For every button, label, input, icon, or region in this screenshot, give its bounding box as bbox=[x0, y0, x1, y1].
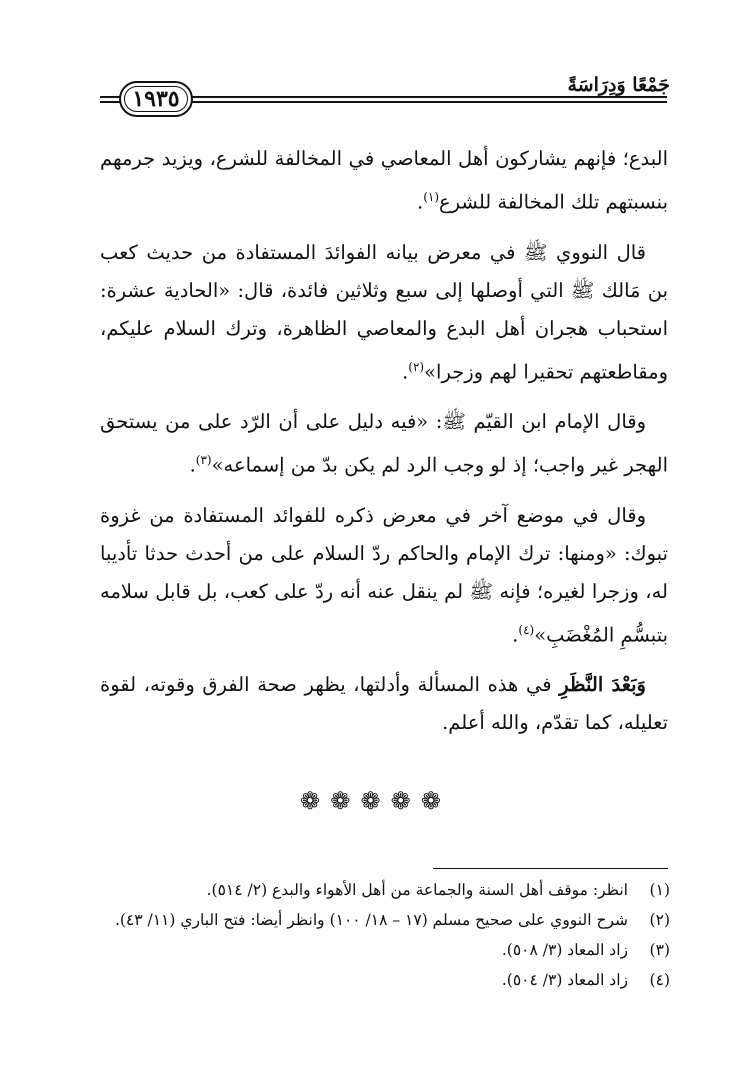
footnote-3 bbox=[100, 935, 670, 965]
footnote-text: زاد المعاد (٣/ ٥٠٨). bbox=[501, 941, 628, 959]
paragraph-4-text: وقال في موضع آخر في معرض ذكره للفوائد المستفادة من غزوة تبوك: «ومنها: ترك الإمام والحاكم ردّ السلام على من أحدث حدثا تأديبا له، وزجرا لغيره؛ فإنه ﷺ لم ينقل عنه أنه ردّ على كعب، بل قابل سلامه بتبسُّمِ المُغْضَبِ» bbox=[100, 503, 668, 646]
footnote-text: زاد المعاد (٣/ ٥٠٤). bbox=[501, 971, 628, 989]
footnote-text: انظر: موقف أهل السنة والجماعة من أهل الأهواء والبدع (٢/ ٥١٤). bbox=[206, 881, 628, 899]
flower-ornament-icon: ❁ bbox=[300, 787, 321, 815]
footnote-ref-3: (٣) bbox=[195, 453, 212, 467]
footnote-separator bbox=[433, 868, 668, 869]
footnote-number: (٣) bbox=[649, 941, 670, 959]
running-title: جَمْعًا وَدِرَاسَةً bbox=[567, 74, 670, 96]
flower-ornament-icon: ❁ bbox=[330, 787, 351, 815]
main-text bbox=[100, 140, 668, 742]
flower-ornament-icon: ❁ bbox=[360, 787, 381, 815]
flower-ornament-icon: ❁ bbox=[390, 787, 411, 815]
paragraph-5-lead: وَبَعْدَ النَّظَرِ bbox=[559, 673, 646, 696]
footnote-text: شرح النووي على صحيح مسلم (١٧ – ١٨/ ١٠٠) وانظر أيضا: فتح الباري (١١/ ٤٣). bbox=[114, 911, 628, 929]
footnote-number: (٢) bbox=[649, 911, 670, 929]
paragraph-2-text: قال النووي ﷺ في معرض بيانه الفوائدَ المستفادة من حديث كعب بن مَالك ﷺ التي أوصلها إلى سبع وثلاثين فائدة، قال: «الحادية عشرة: استحباب هجران أهل البدع والمعاصي الظاهرة، وترك السلام عليكم، ومقاطعتهم تحقيرا لهم وزجرا» bbox=[100, 240, 668, 383]
page-number bbox=[119, 81, 193, 117]
paragraph-2: قال النووي ﷺ في معرض بيانه الفوائدَ المستفادة من حديث كعب بن مَالك ﷺ التي أوصلها إلى سبع وثلاثين فائدة، قال: «الحادية عشرة: استحباب هجران أهل البدع والمعاصي الظاهرة، وترك السلام عليكم، ومقاطعتهم تحقيرا لهم وزجرا»$^{(٢)}$. bbox=[100, 240, 668, 383]
footnote-number: (٤) bbox=[649, 971, 670, 989]
footnote-4 bbox=[100, 965, 670, 995]
paragraph-4: وقال في موضع آخر في معرض ذكره للفوائد المستفادة من غزوة تبوك: «ومنها: ترك الإمام والحاكم ردّ السلام على من أحدث حدثا تأديبا له، وزجرا لغيره؛ فإنه ﷺ لم ينقل عنه أنه ردّ على كعب، بل قابل سلامه بتبسُّمِ المُغْضَبِ»$^{(٤)}$. bbox=[100, 503, 668, 646]
paragraph-1: البدع؛ فإنهم يشاركون أهل المعاصي في المخالفة للشرع، ويزيد جرمهم بنسبتهم تلك المخالفة للشرع$^{(١)}$. bbox=[100, 147, 668, 214]
paragraph-5-text: في هذه المسألة وأدلتها، يظهر صحة الفرق وقوته، لقوة تعليله، كما تقدّم، والله أعلم. bbox=[100, 673, 668, 734]
footnote-number: (١) bbox=[649, 881, 670, 899]
footnote-1 bbox=[100, 875, 670, 905]
paragraph-5 bbox=[100, 666, 668, 742]
flower-ornament-icon: ❁ bbox=[420, 787, 441, 815]
header-rule-right-top bbox=[192, 96, 667, 98]
footnote-ref-1: (١) bbox=[423, 190, 440, 204]
header-rule-left-bottom bbox=[100, 101, 120, 103]
paragraph-1-text: البدع؛ فإنهم يشاركون أهل المعاصي في المخالفة للشرع، ويزيد جرمهم بنسبتهم تلك المخالفة للشرع bbox=[100, 147, 668, 214]
page-header bbox=[0, 0, 741, 130]
header-rule-left-top bbox=[100, 96, 120, 98]
header-rule-right-bottom bbox=[192, 101, 667, 103]
footnote-ref-2: (٢) bbox=[408, 359, 425, 374]
footnote-2 bbox=[100, 905, 670, 935]
paragraph-3-text: وقال الإمام ابن القيّم ﷺ: «فيه دليل على أن الرّد على من يستحق الهجر غير واجب؛ إذ لو وجب الرد لم يكن بدّ من إسماعه» bbox=[100, 410, 668, 477]
footnote-ref-4: (٤) bbox=[518, 622, 535, 637]
footnotes bbox=[100, 875, 670, 995]
paragraph-3: وقال الإمام ابن القيّم ﷺ: «فيه دليل على أن الرّد على من يستحق الهجر غير واجب؛ إذ لو وجب الرد لم يكن بدّ من إسماعه»$^{(٣)}$. bbox=[100, 410, 668, 477]
page-number-text: ١٩٣٥ bbox=[132, 86, 180, 112]
section-ornament bbox=[300, 787, 441, 815]
